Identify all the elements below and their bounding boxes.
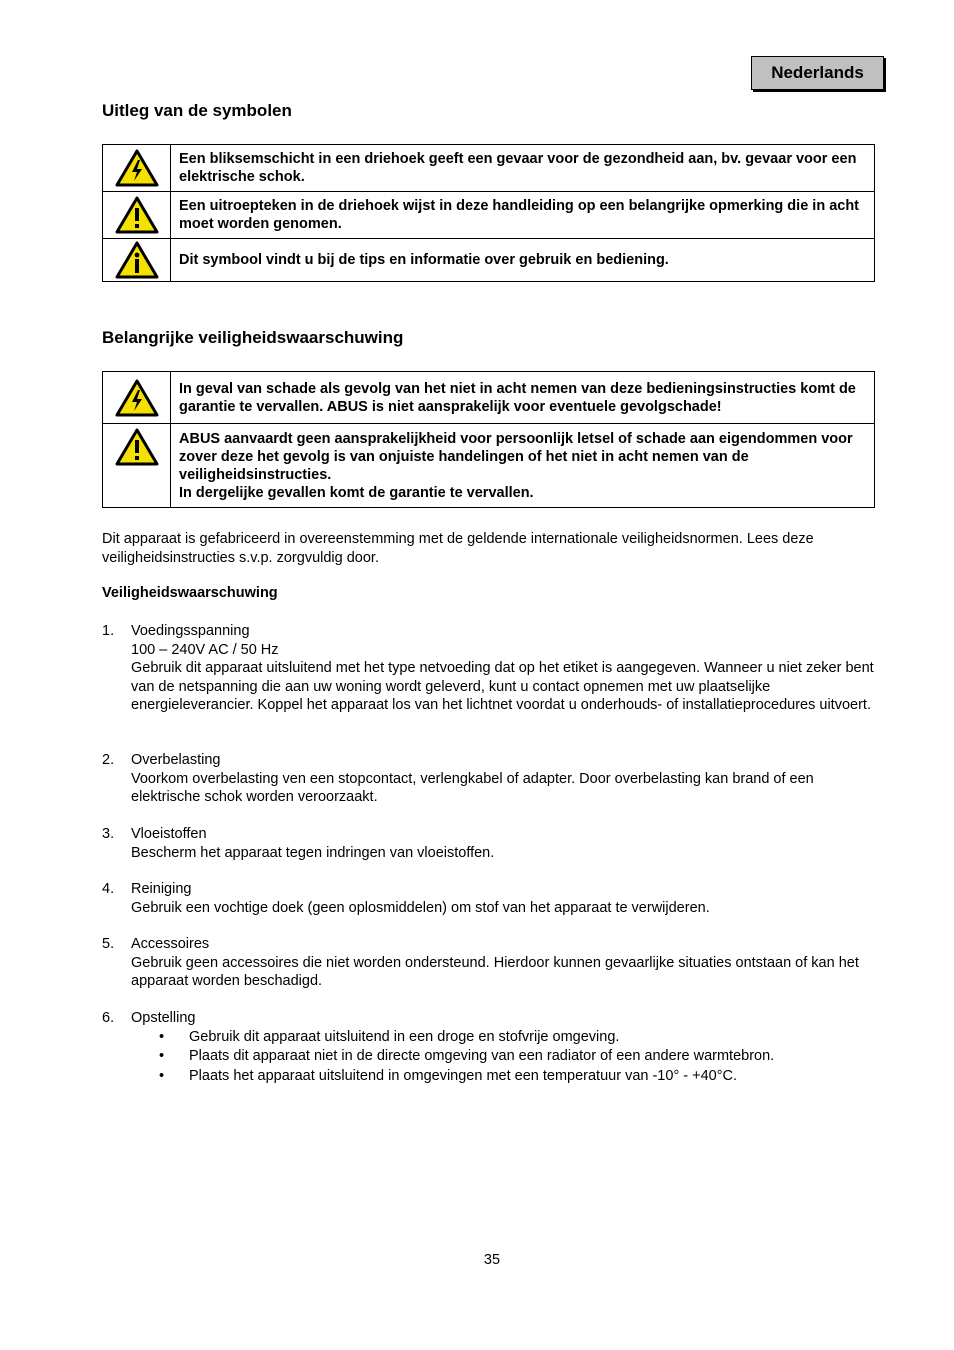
symbols-table — [102, 144, 875, 282]
bullet-text: Gebruik dit apparaat uitsluitend in een droge en stofvrije omgeving. — [189, 1028, 620, 1045]
intro-paragraph: Dit apparaat is gefabriceerd in overeenstemming met de geldende internationale veiligheidsnormen. Lees deze veiligheidsinstructies s.v.p. zorgvuldig door. — [102, 531, 814, 566]
bullet-item — [131, 1047, 884, 1067]
item-text: Bescherm het apparaat tegen indringen van vloeistoffen. — [131, 844, 495, 861]
safety-text-note: In dergelijke gevallen komt de garantie te vervallen. — [179, 484, 534, 501]
electric-warning-icon — [115, 379, 159, 417]
symbol-description: Een bliksemschicht in een driehoek geeft een gevaar voor de gezondheid aan, bv. gevaar voor een elektrische schok. — [171, 145, 875, 192]
item-title: Reiniging — [131, 881, 192, 897]
item-number: 4. — [102, 881, 115, 897]
symbol-description: Een uitroepteken in de driehoek wijst in deze handleiding op een belangrijke opmerking die in acht moet worden genomen. — [171, 192, 875, 239]
bullet-text: Plaats het apparaat uitsluitend in omgevingen met een temperatuur van -10° - +40°C. — [189, 1067, 738, 1084]
item-text: Gebruik een vochtige doek (geen oplosmiddelen) om stof van het apparaat te verwijderen. — [131, 899, 710, 916]
item-number: 1. — [102, 623, 115, 639]
bullet-item — [131, 1028, 884, 1048]
safety-table — [102, 371, 875, 508]
item-title: Vloeistoffen — [131, 826, 207, 842]
item-number: 6. — [102, 1010, 115, 1026]
item-title: Voedingsspanning — [131, 623, 250, 639]
bullet-text: Plaats dit apparaat niet in de directe omgeving van een radiator of een andere warmtebron. — [189, 1048, 775, 1064]
item-number: 3. — [102, 826, 115, 842]
bullet-icon: • — [159, 1067, 165, 1084]
item-text: Gebruik geen accessoires die niet worden ondersteund. Hierdoor kunnen gevaarlijke situaties ontstaan of kan het apparaat worden beschadigd. — [131, 954, 859, 989]
table-row — [103, 372, 875, 424]
subheading: Veiligheidswaarschuwing — [102, 585, 278, 601]
item-number: 5. — [102, 936, 115, 952]
item-number: 2. — [102, 752, 115, 768]
exclamation-warning-icon — [115, 196, 159, 234]
safety-description: In geval van schade als gevolg van het niet in acht nemen van deze bedieningsinstructies komt de garantie te vervallen. ABUS is niet aansprakelijk voor eventuele gevolgschade! — [171, 372, 875, 424]
info-warning-icon — [115, 241, 159, 279]
bullet-icon: • — [159, 1048, 165, 1064]
safety-text: ABUS aanvaardt geen aansprakelijkheid voor persoonlijk letsel of schade aan eigendommen voor zover deze het gevolg is van onjuiste handelingen of het niet in acht nemen van de veiligheidsinstructies. — [179, 430, 853, 483]
item-text: Gebruik dit apparaat uitsluitend met het type netvoeding dat op het etiket is aangegeven. Wanneer u niet zeker bent van de netspanning die aan uw woning wordt geleverd, kunt u contact opnemen met uw plaatselijke energieleverancier. Koppel het apparaat los van het lichtnet voordat u onderhouds- of installatieprocedures uitvoert. — [131, 660, 874, 713]
bullet-list — [131, 1028, 884, 1087]
table-row — [103, 145, 875, 192]
table-row — [103, 192, 875, 239]
item-text: Voorkom overbelasting ven een stopcontact, verlengkabel of adapter. Door overbelasting kan brand of een elektrische schok worden veroorzaakt. — [131, 770, 814, 805]
bullet-item — [131, 1067, 884, 1087]
item-title: Accessoires — [131, 936, 210, 952]
section-title-symbols: Uitleg van de symbolen — [102, 101, 292, 120]
item-title: Overbelasting — [131, 752, 221, 768]
safety-description — [171, 424, 875, 508]
symbol-description: Dit symbool vindt u bij de tips en informatie over gebruik en bediening. — [171, 239, 875, 282]
section-title-safety: Belangrijke veiligheidswaarschuwing — [102, 328, 404, 347]
page-number: 35 — [483, 1252, 501, 1268]
electric-warning-icon — [115, 149, 159, 187]
table-row — [103, 424, 875, 508]
bullet-icon: • — [159, 1028, 165, 1045]
language-label: Nederlands — [751, 56, 884, 90]
exclamation-warning-icon — [115, 428, 159, 466]
item-text: 100 – 240V AC / 50 Hz — [131, 641, 279, 658]
item-title: Opstelling — [131, 1010, 196, 1026]
table-row — [103, 239, 875, 282]
